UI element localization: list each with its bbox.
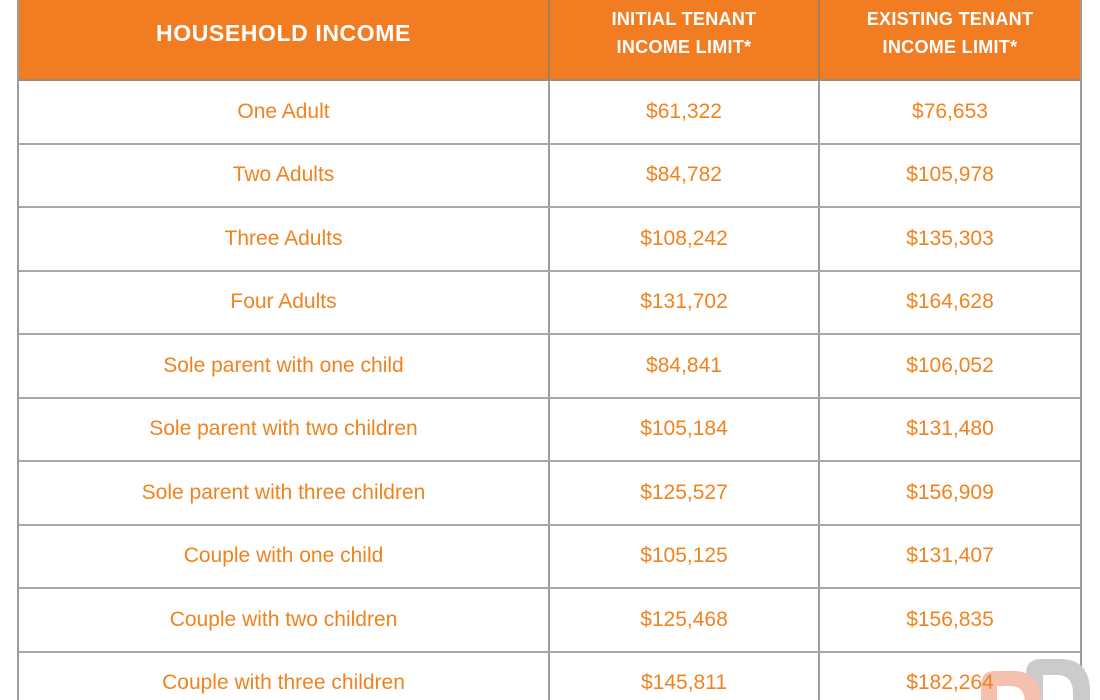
table-row xyxy=(19,208,1080,272)
existing-limit-cell xyxy=(820,81,1080,143)
header-label-existing-line1: EXISTING TENANT xyxy=(866,8,1034,29)
household-type-cell xyxy=(19,399,550,461)
initial-limit-cell xyxy=(550,208,820,270)
existing-limit-cell xyxy=(820,462,1080,524)
household-type-label: Couple with two children xyxy=(169,607,398,631)
header-label-existing-line2: INCOME LIMIT* xyxy=(882,36,1018,57)
existing-limit-value: $156,835 xyxy=(906,607,994,631)
header-label-household-income: HOUSEHOLD INCOME xyxy=(156,19,411,46)
existing-limit-cell xyxy=(820,335,1080,397)
household-type-label: Sole parent with three children xyxy=(141,480,426,504)
initial-limit-cell xyxy=(550,526,820,588)
initial-limit-value: $105,125 xyxy=(640,544,728,568)
table-header-row xyxy=(19,0,1080,81)
initial-limit-value: $145,811 xyxy=(640,671,728,695)
table-row xyxy=(19,589,1080,653)
household-type-label: Sole parent with two children xyxy=(149,417,418,441)
initial-limit-value: $125,527 xyxy=(640,480,728,504)
existing-limit-cell xyxy=(820,208,1080,270)
household-type-cell xyxy=(19,272,550,334)
household-type-cell xyxy=(19,526,550,588)
initial-limit-value: $84,782 xyxy=(646,163,722,187)
header-cell-initial-tenant-limit xyxy=(550,0,820,79)
initial-limit-value: $105,184 xyxy=(640,417,728,441)
household-type-cell xyxy=(19,208,550,270)
initial-limit-cell xyxy=(550,399,820,461)
initial-limit-cell xyxy=(550,272,820,334)
household-type-label: Four Adults xyxy=(230,290,337,314)
household-type-label: Two Adults xyxy=(232,163,335,187)
household-type-label: Sole parent with one child xyxy=(163,353,404,377)
existing-limit-cell xyxy=(820,272,1080,334)
table-row xyxy=(19,462,1080,526)
existing-limit-cell xyxy=(820,589,1080,651)
table-row xyxy=(19,526,1080,590)
header-label-initial-line1: INITIAL TENANT xyxy=(611,8,757,29)
table-row xyxy=(19,272,1080,336)
header-label-initial-line2: INCOME LIMIT* xyxy=(616,36,752,57)
household-type-label: Couple with three children xyxy=(162,671,405,695)
household-type-label: Couple with one child xyxy=(183,544,384,568)
existing-limit-cell xyxy=(820,399,1080,461)
household-type-label: Three Adults xyxy=(224,226,343,250)
existing-limit-value: $156,909 xyxy=(906,480,994,504)
table-row xyxy=(19,653,1080,700)
initial-limit-cell xyxy=(550,462,820,524)
table-row xyxy=(19,335,1080,399)
header-cell-household-income xyxy=(19,0,550,79)
initial-limit-value: $108,242 xyxy=(640,226,728,250)
existing-limit-value: $131,407 xyxy=(906,544,994,568)
initial-limit-cell xyxy=(550,653,820,700)
existing-limit-value: $76,653 xyxy=(912,99,988,123)
table-row xyxy=(19,399,1080,463)
existing-limit-value: $164,628 xyxy=(906,290,994,314)
table-body xyxy=(19,81,1080,700)
initial-limit-cell xyxy=(550,81,820,143)
household-type-cell xyxy=(19,589,550,651)
household-type-label: One Adult xyxy=(237,99,330,123)
existing-limit-value: $105,978 xyxy=(906,163,994,187)
household-type-cell xyxy=(19,145,550,207)
initial-limit-cell xyxy=(550,145,820,207)
household-type-cell xyxy=(19,81,550,143)
existing-limit-cell xyxy=(820,526,1080,588)
existing-limit-value: $135,303 xyxy=(906,226,994,250)
initial-limit-value: $84,841 xyxy=(646,353,722,377)
initial-limit-value: $61,322 xyxy=(646,99,722,123)
existing-limit-value: $182,264 xyxy=(906,671,994,695)
household-type-cell xyxy=(19,462,550,524)
table-row xyxy=(19,145,1080,209)
initial-limit-cell xyxy=(550,335,820,397)
initial-limit-cell xyxy=(550,589,820,651)
existing-limit-value: $131,480 xyxy=(906,417,994,441)
initial-limit-value: $125,468 xyxy=(640,607,728,631)
existing-limit-cell xyxy=(820,145,1080,207)
household-income-table xyxy=(17,0,1082,700)
header-cell-existing-tenant-limit xyxy=(820,0,1080,79)
existing-limit-value: $106,052 xyxy=(906,353,994,377)
household-type-cell xyxy=(19,335,550,397)
initial-limit-value: $131,702 xyxy=(640,290,728,314)
household-type-cell xyxy=(19,653,550,700)
table-row xyxy=(19,81,1080,145)
